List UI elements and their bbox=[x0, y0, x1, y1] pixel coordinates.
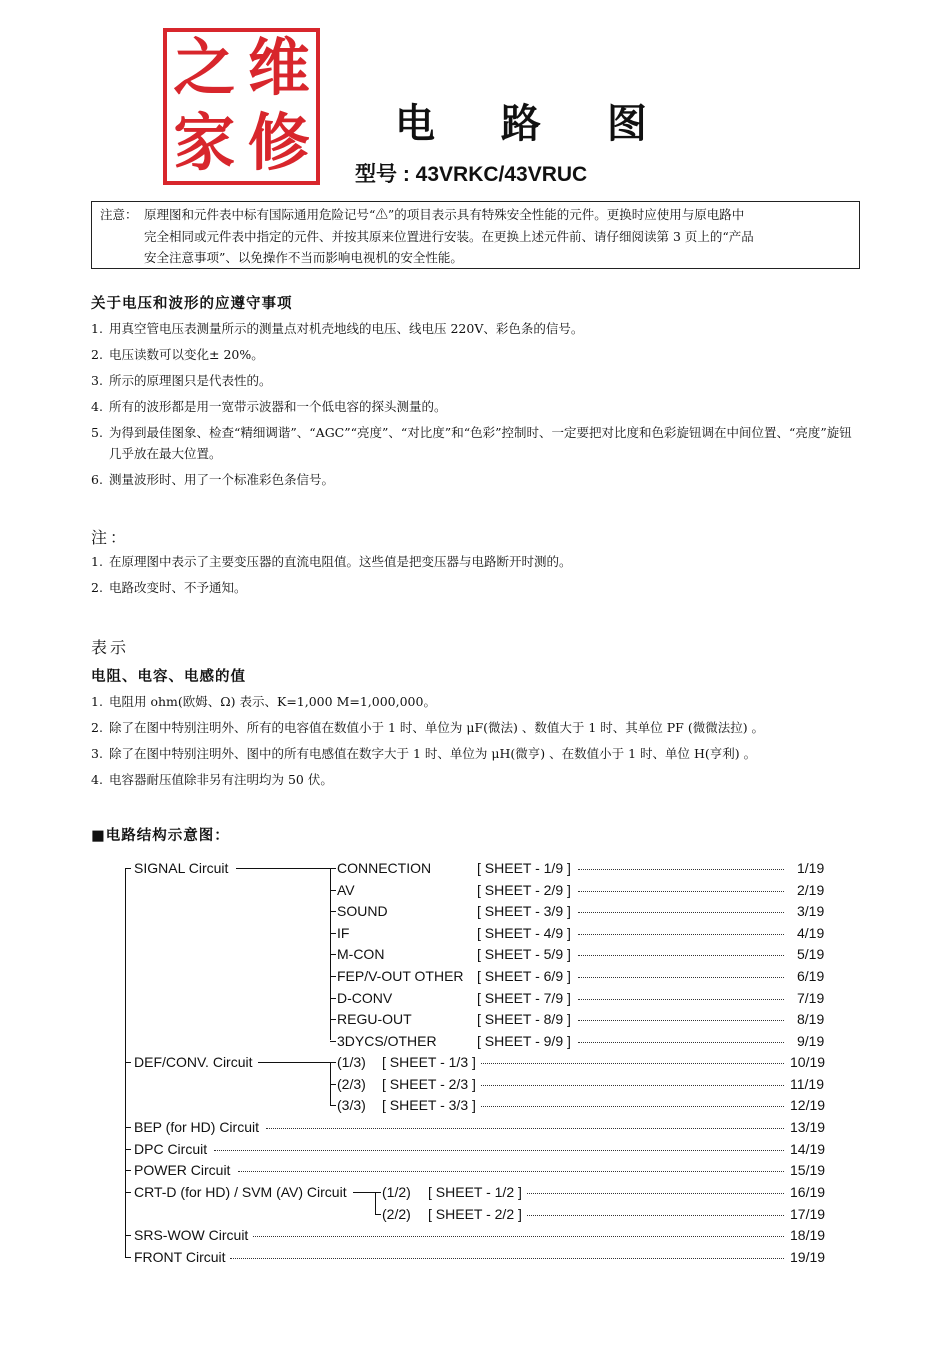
power-page: 15/19 bbox=[790, 1162, 826, 1178]
tree-branch bbox=[125, 1170, 131, 1171]
tree-branch bbox=[125, 1149, 131, 1150]
tree-branch bbox=[125, 1062, 131, 1063]
tree-branch bbox=[330, 933, 336, 934]
leader-dots bbox=[578, 999, 784, 1000]
sheet-ref: [ SHEET - 2/2 ] bbox=[428, 1205, 522, 1222]
tree-branch bbox=[375, 1214, 381, 1215]
srs-page: 18/19 bbox=[790, 1227, 826, 1243]
notice-line-2: 完全相同或元件表中指定的元件、并按其原来位置进行安装。在更换上述元件前、请仔细阅读第 3 页上的“产品 bbox=[144, 228, 754, 244]
sheet-ref: [ SHEET - 1/9 ] bbox=[477, 860, 571, 876]
tree-branch bbox=[375, 1192, 381, 1193]
leader-dots bbox=[578, 977, 784, 978]
tree-branch bbox=[330, 1105, 336, 1106]
leader-dots bbox=[527, 1193, 784, 1194]
sheet-ref: [ SHEET - 4/9 ] bbox=[477, 924, 571, 941]
tree-connector bbox=[236, 868, 332, 869]
sheet-name: (3/3) bbox=[337, 1097, 366, 1114]
leader-dots bbox=[578, 891, 784, 892]
page-number: 8/19 bbox=[797, 1011, 825, 1028]
sheet-name: REGU-OUT bbox=[337, 1011, 412, 1028]
page-number: 10/19 bbox=[790, 1054, 826, 1070]
list-item: 4. 所有的波形都是用一宽带示波器和一个低电容的探头测量的。 bbox=[91, 399, 447, 414]
sheet-name: CONNECTION bbox=[337, 860, 432, 876]
list-item: 1. 电阻用 ohm(欧姆、Ω) 表示、K=1,000 M=1,000,000。 bbox=[91, 694, 436, 709]
sheet-name: (2/3) bbox=[337, 1075, 366, 1092]
logo-char: 修 bbox=[247, 105, 310, 179]
tree-subtrunk bbox=[375, 1192, 376, 1214]
tree-branch bbox=[125, 1127, 131, 1128]
voltage-heading: 关于电压和波形的应遵守事项 bbox=[91, 296, 293, 312]
leader-dots bbox=[230, 1258, 784, 1259]
sheet-ref: [ SHEET - 2/9 ] bbox=[477, 881, 571, 898]
page-number: 7/19 bbox=[797, 989, 825, 1006]
front-circuit-label: FRONT Circuit bbox=[134, 1249, 226, 1265]
sheet-ref: [ SHEET - 6/9 ] bbox=[477, 968, 571, 984]
page-number: 12/19 bbox=[790, 1097, 826, 1114]
page-number: 1/19 bbox=[797, 860, 825, 876]
tree-connector bbox=[258, 1062, 332, 1063]
dpc-page: 14/19 bbox=[790, 1141, 826, 1157]
defconv-circuit-label: DEF/CONV. Circuit bbox=[134, 1054, 253, 1070]
sheet-name: AV bbox=[337, 881, 355, 898]
dpc-circuit-label: DPC Circuit bbox=[134, 1141, 208, 1157]
sheet-ref: [ SHEET - 1/2 ] bbox=[428, 1184, 522, 1200]
page-number: 11/19 bbox=[790, 1075, 824, 1092]
tree-branch bbox=[330, 890, 336, 891]
structure-heading: ■电路结构示意图： bbox=[91, 828, 230, 844]
sheet-ref: [ SHEET - 3/3 ] bbox=[382, 1097, 476, 1114]
page-number: 9/19 bbox=[797, 1032, 825, 1049]
sheet-ref: [ SHEET - 8/9 ] bbox=[477, 1011, 571, 1028]
sheet-ref: [ SHEET - 1/3 ] bbox=[382, 1054, 476, 1070]
page-number: 3/19 bbox=[797, 903, 825, 920]
power-circuit-label: POWER Circuit bbox=[134, 1162, 231, 1178]
bep-circuit-label: BEP (for HD) Circuit bbox=[134, 1119, 259, 1135]
list-item: 5. 为得到最佳图象、检查“精细调谐”、“AGC”“亮度”、“对比度”和“色彩”控制时、一定要把对比度和色彩旋钮调在中间位置、“亮度”旋钮几乎放在最大位置。 bbox=[91, 425, 852, 461]
sheet-ref: [ SHEET - 2/3 ] bbox=[382, 1075, 476, 1092]
sheet-ref: [ SHEET - 5/9 ] bbox=[477, 946, 571, 963]
sheet-name: D-CONV bbox=[337, 989, 393, 1006]
leader-dots bbox=[578, 955, 784, 956]
sheet-name: M-CON bbox=[337, 946, 385, 963]
leader-dots bbox=[253, 1236, 784, 1237]
leader-dots bbox=[578, 912, 784, 913]
page-number: 6/19 bbox=[797, 968, 825, 984]
sheet-ref: [ SHEET - 3/9 ] bbox=[477, 903, 571, 920]
tree-branch bbox=[330, 1019, 336, 1020]
leader-dots bbox=[266, 1128, 784, 1129]
tree-branch bbox=[125, 868, 131, 869]
signal-circuit-label: SIGNAL Circuit bbox=[134, 860, 229, 876]
list-item: 2. 电路改变时、不予通知。 bbox=[91, 580, 247, 595]
tree-branch bbox=[330, 911, 336, 912]
leader-dots bbox=[578, 934, 784, 935]
list-item: 3. 所示的原理图只是代表性的。 bbox=[91, 373, 272, 388]
model-number: 型号 : 43VRKC/43VRUC bbox=[355, 163, 588, 186]
notice-line-1: 原理图和元件表中标有国际通用危险记号“⚠”的项目表示具有特殊安全性能的元件。更换时应使用与原电路中 bbox=[144, 207, 745, 222]
leader-dots bbox=[214, 1150, 784, 1151]
logo-char: 之 bbox=[173, 31, 236, 104]
tree-branch bbox=[330, 1062, 336, 1063]
page-number: 16/19 bbox=[790, 1184, 826, 1200]
sheet-ref: [ SHEET - 7/9 ] bbox=[477, 989, 571, 1006]
sheet-name: SOUND bbox=[337, 903, 388, 920]
crtd-circuit-label: CRT-D (for HD) / SVM (AV) Circuit bbox=[134, 1184, 347, 1200]
sheet-name: (1/2) bbox=[382, 1184, 411, 1200]
leader-dots bbox=[481, 1106, 784, 1107]
tree-connector bbox=[353, 1192, 377, 1193]
front-page: 19/19 bbox=[790, 1249, 826, 1265]
list-item: 6. 测量波形时、用了一个标准彩色条信号。 bbox=[91, 472, 335, 487]
tree-branch bbox=[330, 1041, 336, 1042]
list-item: 2. 电压读数可以变化± 20%。 bbox=[91, 347, 264, 362]
display-subheading: 电阻、电容、电感的值 bbox=[91, 669, 246, 685]
page-number: 5/19 bbox=[797, 946, 825, 963]
list-item: 1. 用真空管电压表测量所示的测量点对机壳地线的电压、线电压 220V、彩色条的信号。 bbox=[91, 321, 584, 336]
logo-char: 家 bbox=[173, 105, 236, 179]
sheet-name: IF bbox=[337, 924, 350, 941]
leader-dots bbox=[527, 1215, 784, 1216]
sheet-name: (2/2) bbox=[382, 1205, 411, 1222]
leader-dots bbox=[578, 1020, 784, 1021]
leader-dots bbox=[238, 1171, 784, 1172]
display-heading: 表示 bbox=[91, 638, 130, 657]
tree-branch bbox=[125, 1235, 131, 1236]
note-heading: 注： bbox=[91, 528, 130, 547]
page-number: 2/19 bbox=[797, 881, 825, 898]
list-item: 1. 在原理图中表示了主要变压器的直流电阻值。这些值是把变压器与电路断开时测的。 bbox=[91, 554, 572, 569]
logo-char: 维 bbox=[247, 31, 310, 104]
list-item: 2. 除了在图中特别注明外、所有的电容值在数值小于 1 时、单位为 μF(微法) 、数值大于 1 时、其单位 PF (微微法拉) 。 bbox=[91, 720, 765, 735]
notice-label: 注意： bbox=[100, 207, 138, 222]
notice-line-3: 安全注意事项”、以免操作不当而影响电视机的安全性能。 bbox=[144, 250, 463, 265]
tree-branch bbox=[330, 976, 336, 977]
leader-dots bbox=[578, 869, 784, 870]
tree-branch bbox=[330, 868, 336, 869]
list-item: 4. 电容器耐压值除非另有注明均为 50 伏。 bbox=[91, 772, 333, 787]
sheet-name: FEP/V-OUT OTHER bbox=[337, 968, 464, 984]
page-number: 17/19 bbox=[790, 1205, 826, 1222]
sheet-ref: [ SHEET - 9/9 ] bbox=[477, 1032, 571, 1049]
srs-circuit-label: SRS-WOW Circuit bbox=[134, 1227, 249, 1243]
sheet-name: (1/3) bbox=[337, 1054, 366, 1070]
tree-branch bbox=[330, 998, 336, 999]
bep-page: 13/19 bbox=[790, 1119, 826, 1135]
leader-dots bbox=[578, 1042, 784, 1043]
page-number: 4/19 bbox=[797, 924, 825, 941]
tree-branch bbox=[330, 1084, 336, 1085]
tree-branch bbox=[330, 954, 336, 955]
tree-branch bbox=[125, 1192, 131, 1193]
sheet-name: 3DYCS/OTHER bbox=[337, 1032, 437, 1049]
leader-dots bbox=[481, 1063, 784, 1064]
page-title: 电 路 图 bbox=[395, 101, 673, 147]
leader-dots bbox=[481, 1085, 784, 1086]
tree-branch bbox=[125, 1257, 131, 1258]
list-item: 3. 除了在图中特别注明外、图中的所有电感值在数字大于 1 时、单位为 μH(微亨) 、在数值小于 1 时、单位 H(亨利) 。 bbox=[91, 746, 757, 761]
